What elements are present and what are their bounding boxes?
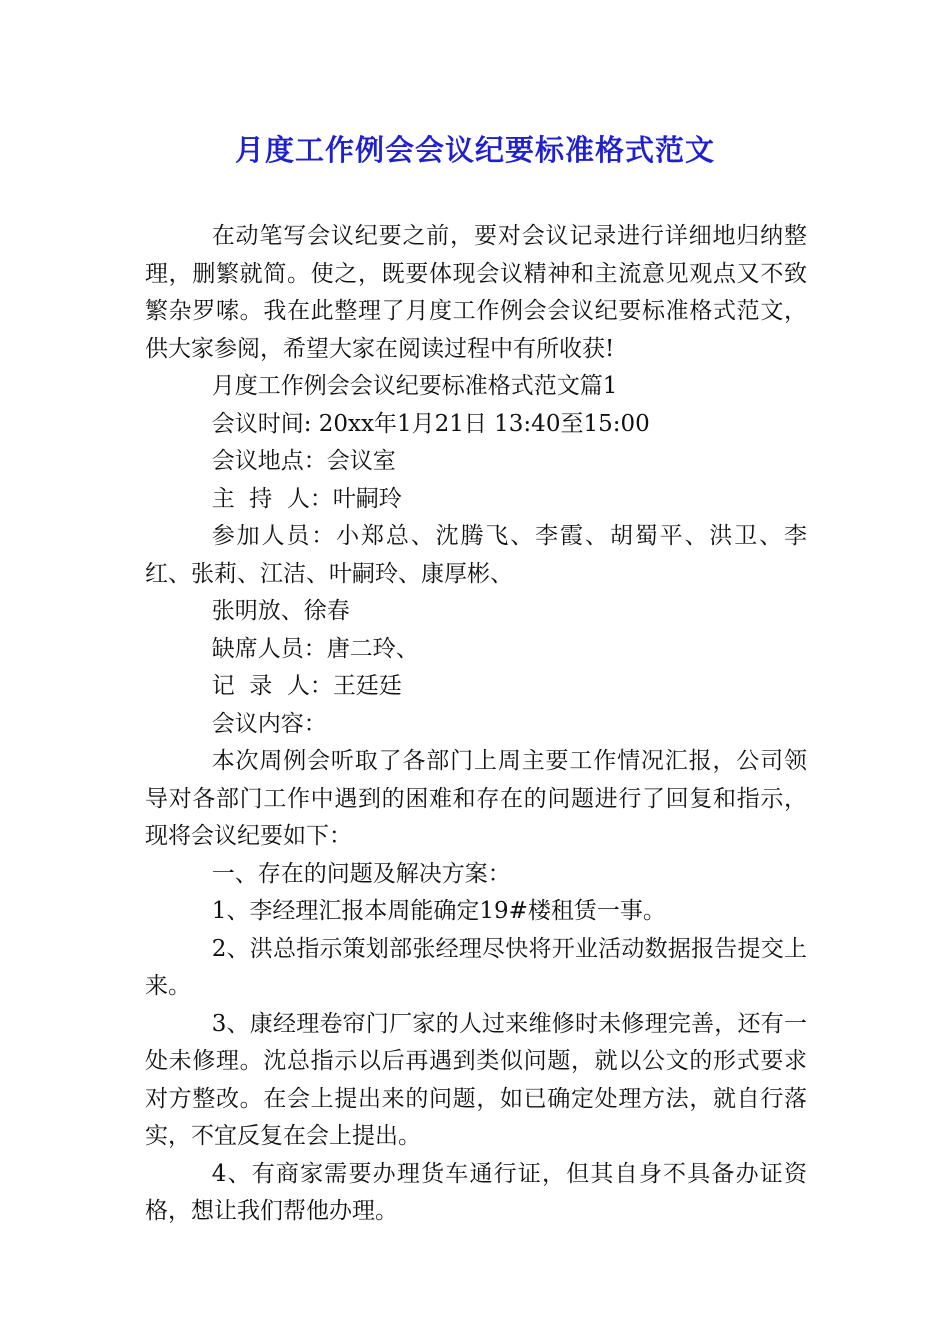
meeting-location: 会议地点：会议室 — [211, 448, 396, 474]
issue-1: 1、李经理汇报本周能确定19#楼租赁一事。 — [211, 898, 666, 924]
document-title: 月度工作例会会议纪要标准格式范文 — [234, 133, 715, 167]
absentees: 缺席人员：唐二玲、 — [211, 635, 419, 662]
section-heading: 月度工作例会会议纪要标准格式范文篇1 — [211, 373, 618, 399]
meeting-summary: 本次周例会听取了各部门上周主要工作情况汇报，公司领导对各部门工作中遇到的困难和存在的问题进行了回复和指示，现将会议纪要如下： — [145, 748, 807, 849]
meeting-host: 主 持 人：叶嗣玲 — [211, 485, 402, 512]
intro-paragraph: 在动笔写会议纪要之前，要对会议记录进行详细地归纳整理，删繁就简。使之，既要体现会议精神和主流意见观点又不致繁杂罗嗦。我在此整理了月度工作例会会议纪要标准格式范文，供大家参阅，希望大家在阅读过程中有所收获! — [145, 223, 807, 362]
issue-3: 3、康经理卷帘门厂家的人过来维修时未修理完善，还有一处未修理。沈总指示以后再遇到类似问题，就以公文的形式要求对方整改。在会上提出来的问题，如已确定处理方法，就自行落实，不宜反复在会上提出。 — [145, 1010, 807, 1149]
document-body — [145, 218, 807, 1231]
issues-heading: 一、存在的问题及解决方案： — [211, 860, 511, 887]
recorder: 记 录 人：王廷廷 — [211, 673, 402, 699]
meeting-time: 会议时间: 20xx年1月21日 13:40至15:00 — [211, 410, 650, 437]
issue-2: 2、洪总指示策划部张经理尽快将开业活动数据报告提交上来。 — [145, 935, 807, 999]
attendees: 参加人员：小郑总、沈腾飞、李霞、胡蜀平、洪卫、李红、张莉、江洁、叶嗣玲、康厚彬、 — [145, 523, 807, 587]
meeting-content-label: 会议内容： — [211, 710, 327, 737]
issue-4: 4、有商家需要办理货车通行证，但其自身不具备办证资格，想让我们帮他办理。 — [145, 1160, 807, 1224]
attendees-continued: 张明放、徐春 — [211, 598, 350, 624]
